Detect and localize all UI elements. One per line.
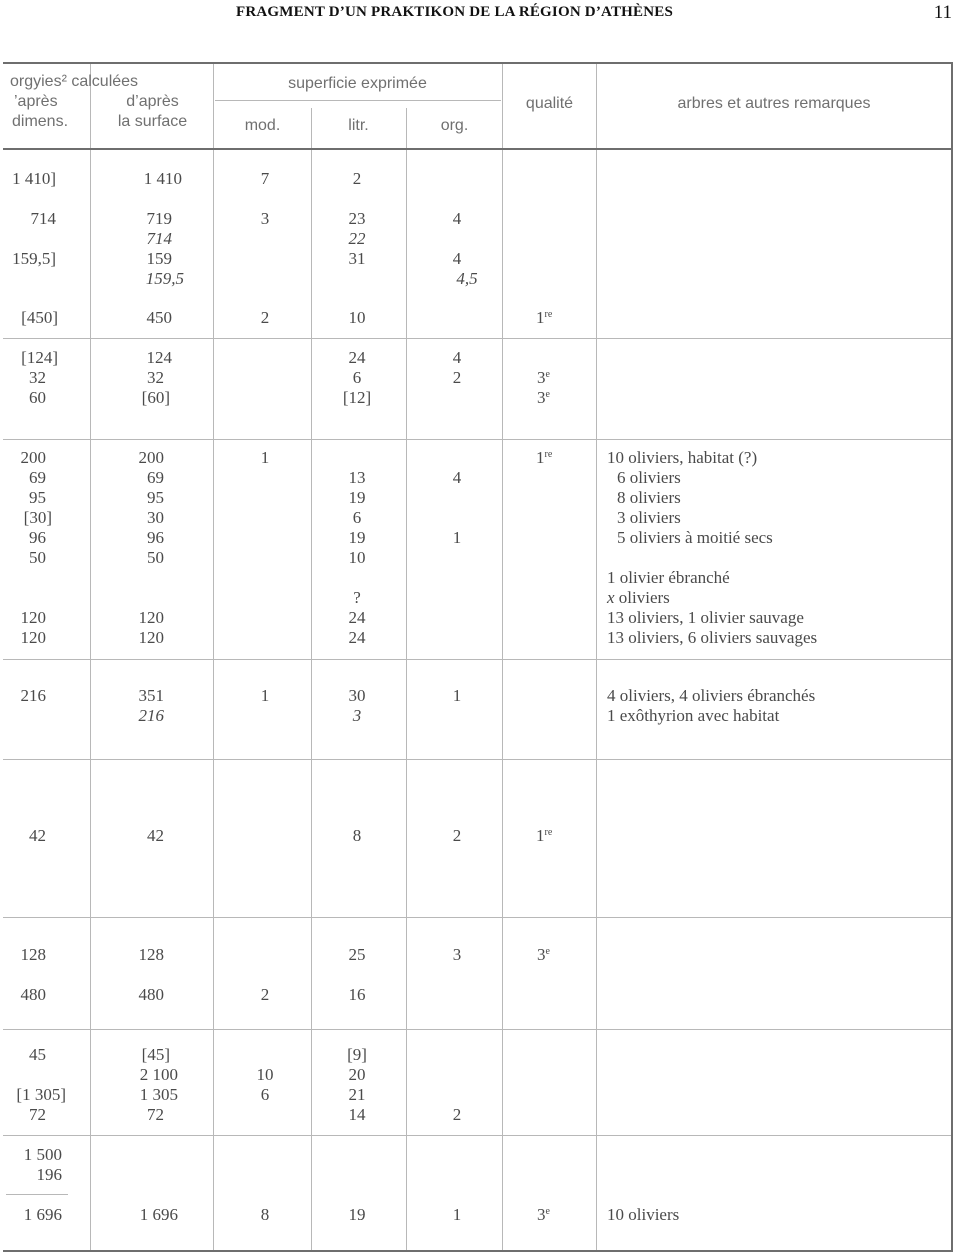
cell-litr: ?	[353, 588, 361, 607]
col-header-mod: mod.	[244, 117, 281, 134]
cell-mod-total: 8	[260, 1205, 270, 1224]
col-divider	[596, 64, 597, 1250]
cell-mod: 3	[260, 209, 270, 228]
cell-remarque: 1 exôthyrion avec habitat	[607, 706, 780, 725]
col-divider	[502, 64, 503, 1250]
cell-orgyies: 128	[20, 945, 46, 964]
table-bottom-rule	[3, 1250, 953, 1252]
cell-surface: 30	[147, 508, 164, 527]
cell-litr: 6	[352, 508, 362, 527]
cell-surface-total: 1 696	[139, 1205, 178, 1224]
cell-surface: 351	[138, 686, 164, 705]
cell-orgyies: 159,5]	[12, 249, 56, 268]
cell-surface: [60]	[141, 388, 170, 407]
cell-orgyies: 216	[20, 686, 46, 705]
cell-qualite: 3e	[537, 945, 550, 964]
cell-orgyies-total: 1 696	[23, 1205, 62, 1224]
cell-orgyies: 1 410]	[12, 169, 56, 188]
cell-orgyies: 72	[29, 1105, 46, 1124]
cell-litr: 24	[348, 628, 366, 647]
cell-orgyies: 42	[29, 826, 46, 845]
cell-mod: 6	[260, 1085, 270, 1104]
cell-org: 1	[452, 528, 462, 547]
cell-surface-italic: 714	[146, 229, 172, 248]
col-divider	[213, 64, 214, 1250]
cell-surface: 120	[138, 608, 164, 627]
cell-org: 4	[452, 348, 462, 367]
cell-orgyies: 480	[20, 985, 46, 1004]
cell-remarque: 1 olivier ébranché	[607, 568, 730, 587]
cell-litr: 25	[348, 945, 366, 964]
cell-orgyies: 120	[20, 608, 46, 627]
cell-remarque: 3 oliviers	[617, 508, 681, 527]
col-header-surface: la surface	[117, 113, 188, 130]
col-divider	[311, 108, 312, 1250]
cell-litr: 21	[348, 1085, 366, 1104]
col-header-surface: d’après	[126, 93, 179, 110]
cell-orgyies: [1 305]	[16, 1085, 66, 1104]
cell-org: 1	[452, 686, 462, 705]
cell-remarque: 6 oliviers	[617, 468, 681, 487]
cell-surface: 200	[138, 448, 164, 467]
cell-org: 4	[452, 249, 462, 268]
cell-mod: 1	[260, 448, 270, 467]
cell-orgyies: 196	[36, 1165, 62, 1184]
cell-litr: [9]	[347, 1045, 367, 1064]
cell-surface: 95	[147, 488, 164, 507]
cell-litr: 10	[348, 548, 366, 567]
cell-litr: 2	[352, 169, 362, 188]
cell-org: 2	[452, 368, 462, 387]
cell-litr: 24	[348, 348, 366, 367]
cell-orgyies: 96	[29, 528, 46, 547]
col-header-superficie: superficie exprimée	[288, 75, 427, 92]
cell-org: 4	[452, 468, 462, 487]
group-rule	[3, 659, 951, 660]
header-rule	[3, 148, 953, 150]
col-header-orgyies: dimens.	[12, 113, 69, 130]
cell-surface: 32	[147, 368, 164, 387]
cell-surface: 50	[147, 548, 164, 567]
cell-litr-italic: 3	[352, 706, 362, 725]
cell-surface: 450	[146, 308, 172, 327]
cell-qualite: 1re	[536, 826, 553, 845]
cell-orgyies: 714	[30, 209, 56, 228]
cell-surface: 69	[147, 468, 164, 487]
cell-org: 2	[452, 826, 462, 845]
cell-qualite: 3e	[537, 368, 550, 387]
cell-surface: 2 100	[139, 1065, 178, 1084]
cell-org: 3	[452, 945, 462, 964]
page-header	[0, 0, 960, 30]
table-top-rule	[3, 62, 953, 64]
cell-surface: 480	[138, 985, 164, 1004]
cell-org: 4	[452, 209, 462, 228]
cell-litr: 23	[348, 209, 366, 228]
cell-surface: 72	[147, 1105, 164, 1124]
group-rule	[3, 917, 951, 918]
cell-org-total: 1	[452, 1205, 462, 1224]
cell-org-italic: 4,5	[456, 269, 478, 288]
cell-surface: [45]	[141, 1045, 170, 1064]
cell-litr: 16	[348, 985, 366, 1004]
praktikon-table	[0, 62, 960, 1254]
header-sub-rule	[215, 100, 501, 101]
cell-remarque: 8 oliviers	[617, 488, 681, 507]
cell-remarque: 13 oliviers, 1 olivier sauvage	[607, 608, 804, 627]
col-header-orgyies: ’après	[14, 93, 58, 110]
col-header-org: org.	[440, 117, 469, 134]
cell-org: 2	[452, 1105, 462, 1124]
cell-mod: 10	[256, 1065, 274, 1084]
cell-qualite: 3e	[537, 388, 550, 407]
cell-litr: 14	[348, 1105, 366, 1124]
cell-surface: 128	[138, 945, 164, 964]
cell-orgyies: [124]	[21, 348, 58, 367]
col-header-remarques: arbres et autres remarques	[677, 95, 871, 112]
cell-litr: 8	[352, 826, 362, 845]
cell-litr: 31	[348, 249, 366, 268]
col-header-litr: litr.	[348, 117, 369, 134]
cell-litr: 19	[348, 528, 366, 547]
cell-orgyies: 50	[29, 548, 46, 567]
cell-orgyies: 45	[29, 1045, 46, 1064]
cell-surface: 96	[147, 528, 164, 547]
cell-orgyies: 69	[29, 468, 46, 487]
page-title: FRAGMENT D’UN PRAKTIKON DE LA RÉGION D’ATHÈNES	[236, 4, 674, 20]
cell-surface-italic: 216	[138, 706, 164, 725]
col-header-orgyies: orgyies² calculées	[10, 73, 139, 90]
cell-orgyies: 60	[29, 388, 46, 407]
cell-qualite-total: 3e	[537, 1205, 550, 1224]
cell-litr: 10	[348, 308, 366, 327]
cell-litr: 6	[352, 368, 362, 387]
cell-remarque: 4 oliviers, 4 oliviers ébranchés	[607, 686, 816, 705]
cell-surface: 124	[146, 348, 172, 367]
cell-orgyies: [30]	[23, 508, 52, 527]
cell-mod: 2	[260, 985, 270, 1004]
cell-mod: 7	[260, 169, 270, 188]
cell-litr-italic: 22	[348, 229, 366, 248]
group-rule	[3, 759, 951, 760]
cell-qualite: 1re	[536, 448, 553, 467]
cell-qualite: 1re	[536, 308, 553, 327]
cell-remarque: x oliviers	[607, 588, 670, 607]
cell-remarque-total: 10 oliviers	[607, 1205, 680, 1224]
col-divider	[90, 64, 91, 1250]
cell-orgyies: 1 500	[23, 1145, 62, 1164]
cell-litr: 13	[348, 468, 366, 487]
cell-remarque: 10 oliviers, habitat (?)	[607, 448, 758, 467]
cell-litr: 24	[348, 608, 366, 627]
cell-surface-italic: 159,5	[145, 269, 184, 288]
cell-orgyies: [450]	[21, 308, 58, 327]
cell-orgyies: 120	[20, 628, 46, 647]
cell-orgyies: 32	[29, 368, 46, 387]
cell-orgyies: 95	[29, 488, 46, 507]
cell-surface: 42	[147, 826, 164, 845]
table-right-border	[951, 62, 953, 1252]
cell-remarque: 5 oliviers à moitié secs	[617, 528, 773, 547]
cell-mod: 2	[260, 308, 270, 327]
group-rule	[3, 338, 951, 339]
cell-litr: 30	[348, 686, 366, 705]
group-rule	[3, 1029, 951, 1030]
cell-remarque: 13 oliviers, 6 oliviers sauvages	[607, 628, 818, 647]
cell-litr: 19	[348, 488, 366, 507]
cell-surface: 1 410	[143, 169, 182, 188]
cell-orgyies: 200	[20, 448, 46, 467]
cell-surface: 1 305	[139, 1085, 178, 1104]
cell-litr: 20	[348, 1065, 366, 1084]
col-divider	[406, 108, 407, 1250]
group-rule	[3, 1135, 951, 1136]
group-rule	[3, 439, 951, 440]
cell-surface: 159	[146, 249, 172, 268]
cell-mod: 1	[260, 686, 270, 705]
cell-surface: 719	[146, 209, 172, 228]
col-header-qualite: qualité	[525, 95, 574, 112]
cell-litr-total: 19	[348, 1205, 366, 1224]
cell-litr: [12]	[342, 388, 372, 407]
page-number: 11	[933, 2, 952, 23]
sum-rule	[6, 1194, 68, 1195]
cell-surface: 120	[138, 628, 164, 647]
